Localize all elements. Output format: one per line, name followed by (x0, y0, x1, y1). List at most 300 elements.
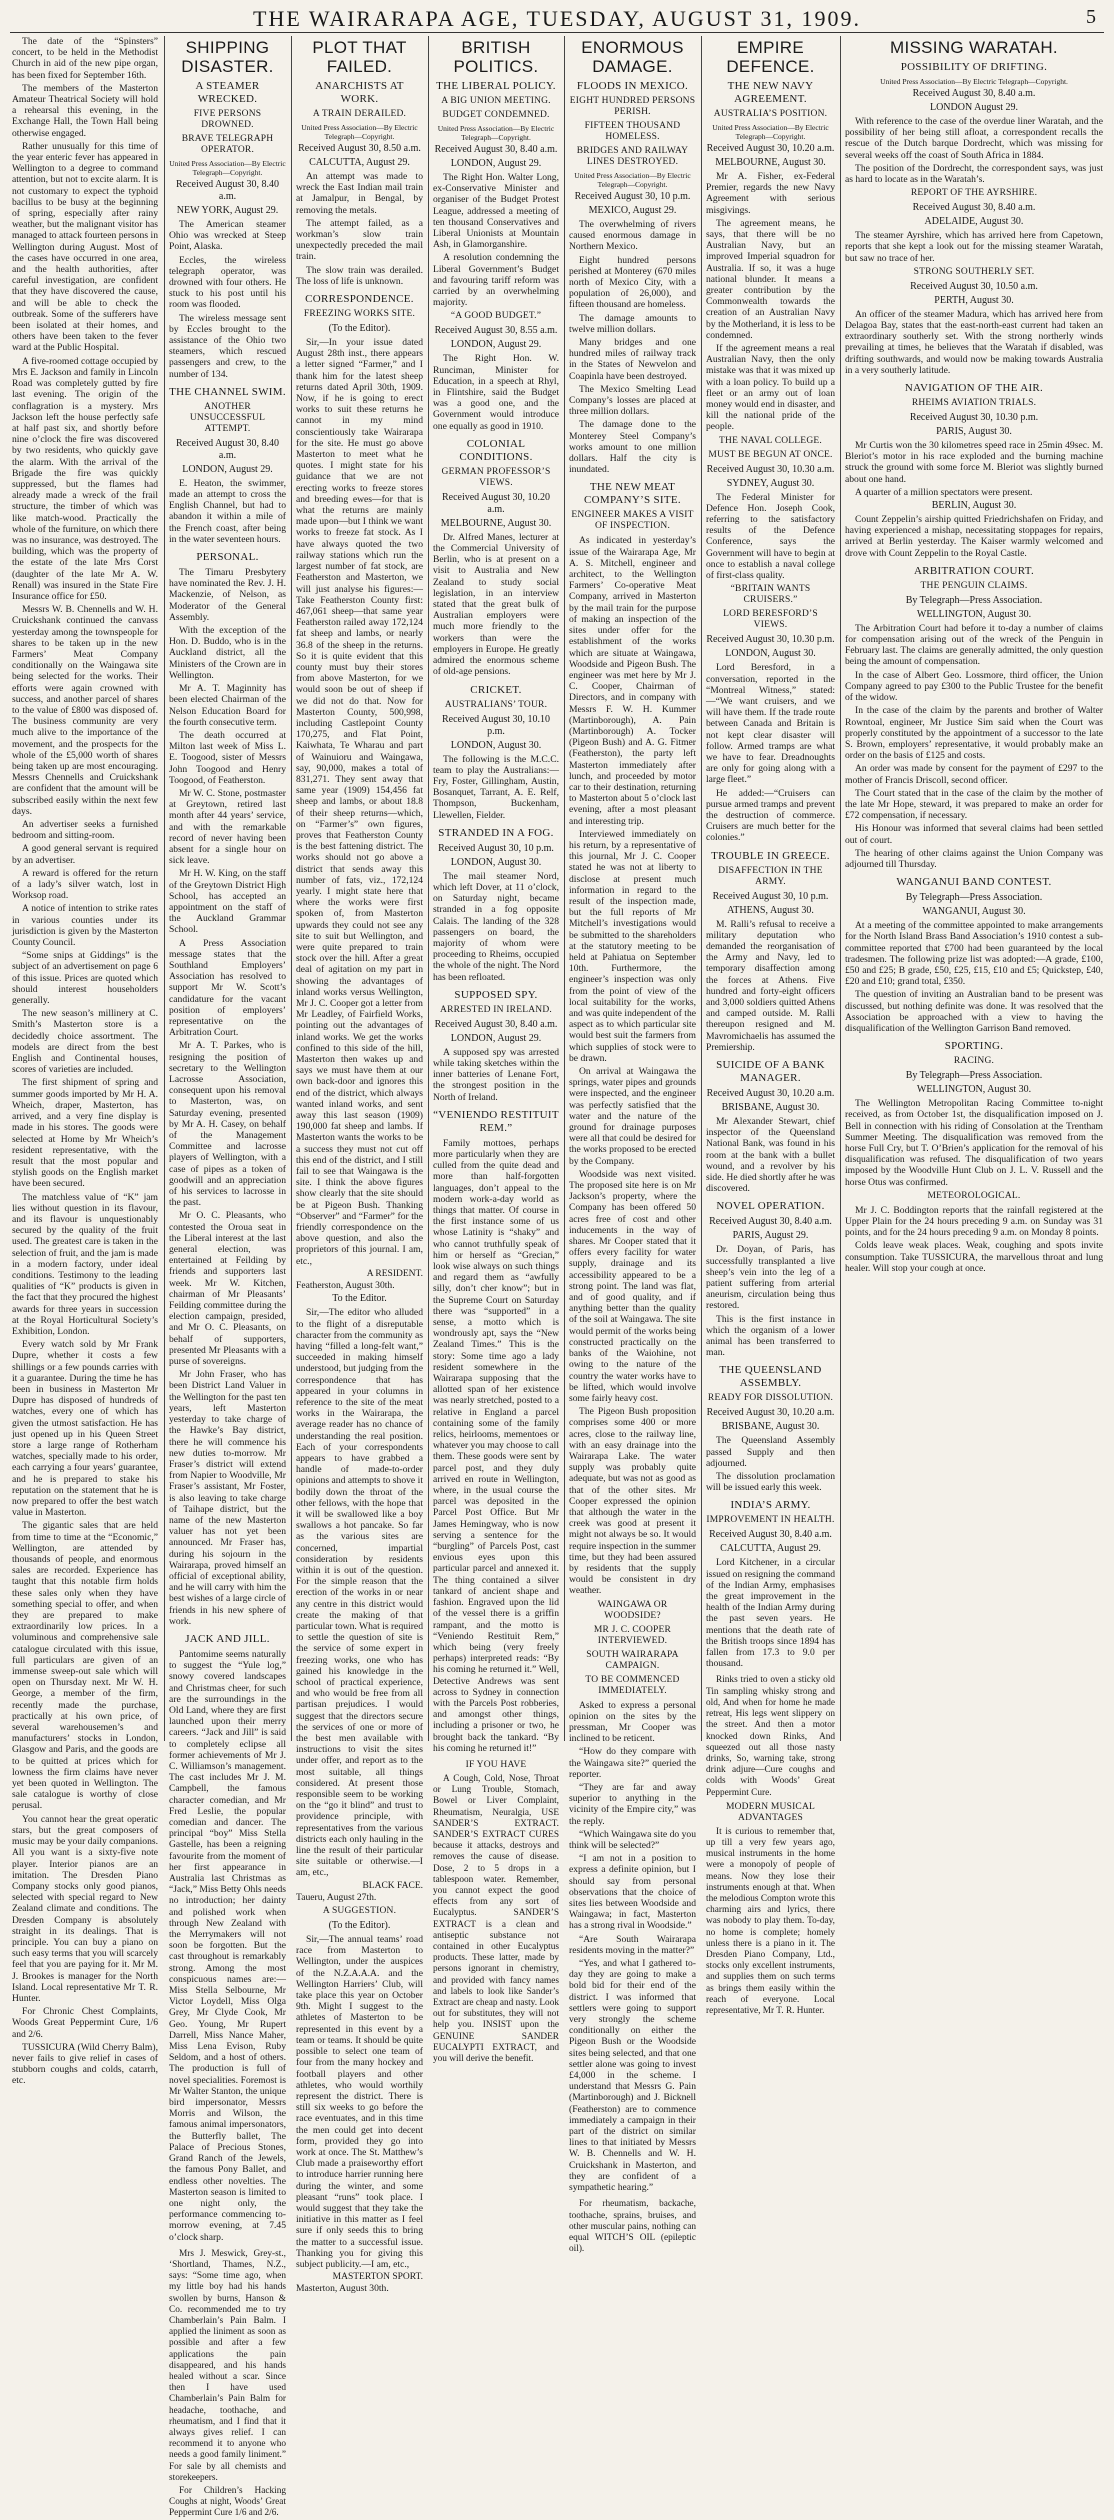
dateline: By Telegraph—Press Association. (905, 594, 1043, 606)
wire-credit: United Press Association—By Electric Telegraph—Copyright. (301, 123, 418, 141)
paragraph: Sir,—The editor who alluded to the flight of a disreputable character from the community as having “filled a long-felt want,” succeeded in making himself understood, but judging from the correspondence that has appeared in your columns in reference to the site of the meat works in the Wairarapa, the average reader has no chance of understanding the real position. Each of your correspondents appears to have grabbed a handle of made-to-order opinions and attempts to shove it bodily down the throat of the other fellows, with the hope that it will be swallowed like a boy swallows a hot pancake. So far as the various sites are concerned, impartial consideration by residents within it is out of the question. For the simple reason that the erection of the works in or near any centre in this district would create the making of that particular town. What is required to settle the question of site is the service of some expert in freezing works, one who has gained his knowledge in the school of practical experience, and who would be free from all partisan prejudices. I would suggest that the directors secure the services of one or more of the best men available with instructions to visit the sites under offer, and report as to the most suitable, all things considered. At present those responsible seem to be working on the “go it blind” and trust to providence principle, with representatives from the various districts each only hauling in the line the result of their particular site suitable or otherwise.—I am, etc., (296, 1307, 423, 1879)
advertisement: Rinks tried to oven a sticky old Tin sampling whisky strong and old, And when for home he made retreat, His legs went slippery on the street. And then a motor knocked down Rinks, And squeezed out all those nasty drinks, So, warning take, strong drink adjure—Cure coughs and colds with Woods’ Great Peppermint Cure. (706, 1675, 835, 1798)
subheadline: BRIDGES AND RAILWAY LINES DESTROYED. (576, 146, 689, 167)
article-body (706, 919, 835, 1053)
headline: CORRESPONDENCE. (305, 293, 414, 306)
subheadline: WAINGAWA OR WOODSIDE? (597, 1599, 668, 1621)
dateline: PARIS, August 29. (732, 1230, 809, 1242)
subheadline: RHEIMS AVIATION TRIALS. (911, 398, 1037, 409)
paragraph: A reward is offered for the return of a lady’s silver watch, lost in Worksop road. (12, 867, 158, 902)
article-shipping-disaster (169, 38, 286, 380)
paragraph: In the case of the claim by the parents and brother of Walter Rowntoal, engineer, Mr Justice Sim said when the Court was properly constituted by the appointment of a successor to the late S. Brown, employers’ representative, it would probably make an order on the basis of £125 and costs. (845, 705, 1103, 762)
subheadline: GERMAN PROFESSOR’S VIEWS. (441, 466, 551, 488)
headline: MISSING WARATAH. (890, 38, 1058, 57)
headline: SPORTING. (944, 1040, 1004, 1053)
subheadline: REPORT OF THE AYRSHIRE. (910, 188, 1038, 199)
paragraph: The dissolution proclamation will be issued early this week. (706, 1471, 835, 1494)
paragraph: The overwhelming of rivers caused enormous damage in Northern Mexico. (569, 219, 696, 253)
column-divider (291, 36, 292, 1741)
article-body (569, 535, 696, 1596)
dateline: WANGANUI, August 30. (922, 906, 1026, 918)
paragraph: “Are South Wairarapa residents moving in the matter?” (569, 1933, 696, 1956)
subheadline: EIGHT HUNDRED PERSONS PERISH. (569, 96, 696, 117)
wire-credit: United Press Association—By Electric Telegraph—Copyright. (169, 159, 286, 177)
paragraph: For Chronic Chest Complaints, Woods Great Peppermint Cure, 1/6 and 2/6. (12, 2006, 158, 2040)
wire-credit: United Press Association—By Electric Telegraph—Copyright. (880, 77, 1068, 86)
dateline: Received August 30, 10.20 a.m. (706, 143, 835, 154)
subheadline: A BIG UNION MEETING. (441, 96, 551, 106)
headline: THE NEW MEAT COMPANY’S SITE. (583, 481, 681, 507)
article-body (845, 920, 1103, 1034)
subheadline: BRAVE TELEGRAPH OPERATOR. (181, 134, 274, 155)
wire-credit: United Press Association—By Electric Telegraph—Copyright. (712, 123, 829, 141)
article-body (706, 1435, 835, 1493)
paragraph: Mr J. C. Boddington reports that the rainfall registered at the Upper Plain for the 24 hours preceding 9 a.m. on Sunday was 31 points, and for the 24 hours preceding 9 a.m. on Monday 8 points. (845, 1204, 1103, 1239)
article-plot-that-failed (296, 38, 423, 287)
advertisement-heading: IF YOU HAVE (465, 1759, 527, 1770)
dateline: MEXICO, August 29. (588, 205, 677, 216)
dateline: Received August 30, 10.30 p.m. (909, 412, 1039, 424)
paragraph: Eccles, the wireless telegraph operator, was drowned with four others. He stuck to his post until his room was flooded. (169, 254, 286, 311)
dateline: Received August 30, 10.20 a.m. (706, 1407, 835, 1419)
article-body (845, 116, 1103, 185)
article-body (433, 1047, 559, 1103)
paragraph: A notice of intention to strike rates in various counties under its jurisdiction is given by the Masterton County Council. (12, 903, 158, 949)
subheadline: TO BE COMMENCED IMMEDIATELY. (585, 1674, 680, 1696)
subheadline: METEOROLOGICAL. (927, 1190, 1021, 1201)
masthead (0, 0, 1114, 34)
subheadline: THE NEW NAVY AGREEMENT. (727, 80, 814, 105)
headline: ENORMOUS DAMAGE. (581, 38, 684, 76)
paragraph: TUSSICURA (Wild Cherry Balm), never fails to give relief in cases of stubborn coughs and colds, catarrh, etc. (12, 2041, 158, 2087)
paragraph: The Wellington Metropolitan Racing Committee to-night received, as from October 1st, the disqualification imposed on J. Bell in connection with his riding of Consolation at the Trentham Summer Meeting. The disqualification was removed from the horse Full Cry, but T. O’Brien’s application for the removal of his disqualification was refused. The disqualification of two years imposed by the Woodville Hunt Club on J. L. V. Russell and the horse Otus was confirmed. (845, 1098, 1103, 1188)
article-body (706, 1116, 835, 1194)
column-7 (845, 36, 1103, 1741)
article-body (706, 1244, 835, 1358)
paragraph: An order was made by consent for the payment of £297 to the mother of Francis Driscoll, second officer. (845, 763, 1103, 786)
dateline: ATHENS, August 30. (727, 904, 814, 916)
paragraph: You cannot hear the great operatic stars, but the great composers of music may be your daily companions. All you want is a sixty-five note player. Interior pianos are an imitation. The Dresden Piano Company stocks only good pianos, selected with special regard to New Zealand climate and conditions. The Dresden Company is absolutely straight in its dealings. That is principle. You can buy a piano on such easy terms that you will scarcely feel that you are paying for it. Mr M. J. Brookes is manager for the North Island. Local representative Mr T. R. Hunter. (12, 1813, 159, 2004)
article-body (706, 492, 835, 582)
headline: WANGANUI BAND CONTEST. (896, 876, 1052, 889)
headline: NAVIGATION OF THE AIR. (904, 382, 1044, 395)
dateline: BERLIN, August 30. (931, 500, 1017, 512)
advertisement: Mrs J. Meswick, Grey-st., ‘Shortland, Thames, N.Z., says: “Some time ago, when my little boy had his hands swollen by burns, Hanson & Co. recommended me to try Chamberlain’s Pain Balm. I applied the liniment as soon as possible and after a few applications the pain disappeared, and his hands healed without a scar. Since then I have used Chamberlain’s Pain Balm for headache, toothache, and rheumatism, and I find that it always gives relief. I can recommend it to anyone who needs a good family liniment.” For sale by all chemists and storekeepers. (169, 2248, 286, 2483)
subheadline: STRONG SOUTHERLY SET. (913, 266, 1035, 277)
article-meat-company-site (569, 481, 696, 2193)
paragraph: The gigantic sales that are held from time to time at the “Economic,” Wellington, are attended by thousands of people, and enormous sales are recorded. Experience has taught that this notable firm holds these sales only when they have something special to offer, and when they are prepared to make extraordinarily low prices. In a voluminous and comprehensive sale catalogue circulated with this issue, full particulars are given of an immense sweep-out sale which will open on Thursday next. Mr W. H. George, a member of the firm, recently made the purchase, practically at his own price, of several warehousemen’s and manufacturers’ stocks in London, Glasgow and Paris, and the goods are to be quitted at prices which for lowness the firm claims have never yet been quoted in Wellington. The sale catalogue is worthy of close perusal. (12, 1520, 158, 1812)
letter-salutation: (To the Editor). (328, 1920, 391, 1932)
article-body (845, 1205, 1103, 1274)
headline: SHIPPING DISASTER. (181, 38, 274, 76)
column-divider (701, 36, 702, 1741)
paragraph: Lord Kitchener, in a circular issued on resigning the command of the Indian Army, emphasises the great improvement in the health of the Indian Army during the past seven years. He mentions that the death rate of the British troops since 1894 has fallen from 17.3 to 9.0 per thousand. (706, 1557, 835, 1670)
paragraph: Mr A. T. Maginnity has been elected Chairman of the Nelson Education Board for the fourth consecutive term. (169, 683, 286, 728)
article-body (845, 623, 1103, 870)
newspaper-title: THE WAIRARAPA AGE, TUESDAY, AUGUST 31, 1909. (253, 6, 861, 31)
headline: “VENIENDO RESTITUIT REM.” (433, 1108, 559, 1134)
paragraph: “I am not in a position to express a definite opinion, but I should say from personal observations that the choice of sites lies between Woodside and Waingawa; in fact, Masterton has a strong rival in Woodside.” (569, 1853, 696, 1932)
dateline: NEW YORK, August 29. (176, 205, 279, 216)
article-enormous-damage (569, 38, 696, 475)
subheadline: THE LIBERAL POLICY. (436, 80, 556, 92)
subheadline: ENGINEER MAKES A VISIT OF INSPECTION. (571, 510, 694, 532)
paragraph: The Federal Minister for Defence Hon. Joseph Cook, referring to the satisfactory results of the Defence Conference, says the Government will have to begin at once to establish a naval college of first-class quality. (706, 491, 835, 582)
page-number: 5 (1086, 6, 1096, 28)
article-novel-operation (706, 1200, 835, 1358)
letter-signature: A RESIDENT. (366, 1268, 423, 1279)
subheadline: A STEAMER WRECKED. (195, 80, 260, 105)
column-ads (12, 2006, 158, 2086)
headline: SUPPOSED SPY. (454, 988, 538, 1001)
dateline: Received August 30, 8.40 a.m. (175, 179, 280, 202)
article-arbitration-court (845, 565, 1103, 870)
article-indias-army (706, 1499, 835, 1669)
article-stranded-in-fog (433, 827, 559, 983)
dateline: LONDON August 29. (929, 102, 1019, 113)
column-2 (169, 36, 286, 2519)
paragraph: Dr. Doyan, of Paris, has successfully transplanted a live sheep’s vein into the leg of a patient suffering from arterial aneurism, circulation being thus restored. (706, 1244, 835, 1312)
paragraph: The steamer Ayrshire, which has arrived here from Capetown, reports that she kept a look out for the missing steamer Waratah, but saw no trace of her. (845, 230, 1103, 264)
paragraph: As indicated in yesterday’s issue of the Wairarapa Age, Mr A. S. Mitchell, engineer and architect, to the Wellington Farmers’ Co-operative Meat Company, arrived in Masterton by the mail train for the purpose of making an inspection of the sites under offer for the establishment of the works which are situate at Waingawa, Woodside and Pigeon Bush. The engineer was met here by Mr J. C. Cooper, Chairman of Directors, and in company with Messrs F. W. H. Kummer (Martinborough), A. Pain (Martinborough) A. Tocker (Pigeon Bush) and A. G. Fitmer (Featherston), the party left Masterton immediately after lunch, and proceeded by motor car to their destination, returning to Masterton about 5 o’clock last evening, after a most pleasant and interesting trip. (569, 535, 696, 827)
paragraph: The Mexico Smelting Lead Company’s losses are placed at three million dollars. (569, 383, 696, 418)
letter-place: Masterton, August 30th. (296, 2283, 389, 2295)
paragraph: Woodside was next visited. The proposed site here is on Mr Jackson’s property, where the Company has been offered 50 acres free of cost and other inducements in the way of shares. Mr Cooper stated that it offers every facility for water supply, drainage and its accessibility appeared to be a strong point. The land was flat, and of good quality, and if anything better than the quality of the soil at Waingawa. The site would permit of the works being constructed practically on the banks of the Waiohine, not owing to the nature of the country the water works have to be lifted, which would involve some fairly heavy cost. (569, 1168, 696, 1404)
dateline: WELLINGTON, August 30. (916, 1084, 1032, 1096)
subheadline: FREEZING WORKS SITE. (303, 309, 416, 320)
article-body (433, 532, 559, 678)
article-cricket (433, 684, 559, 821)
subheadline: POSSIBILITY OF DRIFTING. (900, 61, 1048, 73)
advertisement-heading: MODERN MUSICAL ADVANTAGES (725, 1801, 816, 1823)
subheadline: BUDGET CONDEMNED. (442, 110, 550, 120)
dateline: PARIS, August 30. (936, 426, 1012, 438)
dateline: WELLINGTON, August 30. (916, 608, 1032, 620)
letter-salutation: (To the Editor). (328, 323, 391, 335)
headline: BRITISH POLITICS. (453, 38, 539, 76)
paragraph: Mr H. W. King, on the staff of the Greytown District High School, has accepted an appointment on the staff of the Auckland Grammar School. (169, 868, 286, 936)
paragraph: A resolution condemning the Liberal Government’s Budget and favouring tariff reform was carried by an overwhelming majority. (433, 252, 559, 309)
column-divider (428, 36, 429, 1741)
subheadline: “BRITAIN WANTS CRUISERS.” (730, 584, 811, 606)
dateline: Received August 30, 8.40 a.m. (709, 1216, 832, 1228)
paragraph: Messrs W. B. Chennells and W. H. Cruickshank continued the canvass yesterday among the townspeople for shares to be taken up in the new Farmers’ Meat Company conditionally on the Waingawa site being selected for the works. Their efforts were again crowned with success, and another parcel of shares to the value of £800 was disposed of. The business community are very much alive to the importance of the movement, and the prospects for the whole of the £5,000 worth of shares being taken up are most encouraging. Messrs Chennells and Cruickshank are confident that the amount will be subscribed easily within the next few days. (12, 604, 158, 817)
dateline: By Telegraph—Press Association. (905, 892, 1043, 904)
headline: THE QUEENSLAND ASSEMBLY. (719, 1364, 822, 1390)
paragraph: On arrival at Waingawa the springs, water pipes and grounds were inspected, and the engineer was perfectly satisfied that the water and the nature of the ground for drainage purposes were all that could be desired for the works proposed to be erected by the Company. (569, 1066, 696, 1167)
article-body (845, 1098, 1103, 1188)
column-4 (433, 36, 560, 2065)
article-body (706, 662, 835, 843)
paragraph: If the agreement means a real Australian Navy, then the only mistake was that it was mixed up with a loan policy. To build up a fleet or an army out of loan money would end in disaster, and kill the national pride of the people. (706, 343, 835, 433)
dateline: LONDON, August 29. (182, 463, 273, 475)
dateline: Received August 30, 10.10 p.m. (441, 713, 551, 737)
advertisement: For Children’s Hacking Coughs at night, Woods’ Great Peppermint Cure 1/6 and 2/6. (169, 2485, 286, 2519)
subheadline: A TRAIN DERAILED. (312, 109, 407, 119)
dateline: Received August 30, 10 p.m. (712, 890, 829, 902)
column-divider (840, 36, 841, 1741)
headline: JACK AND JILL. (185, 1632, 270, 1645)
dateline: BRISBANE, August 30. (721, 1101, 820, 1113)
paragraph: Colds leave weak places. Weak, coughing and spots invite consumption. Take TUSSICURA, the marvellous throat and lung healer. Will stop your cough at once. (845, 1240, 1103, 1274)
wire-credit: United Press Association—By Electric Telegraph—Copyright. (437, 124, 555, 142)
paragraph: “Some snips at Giddings” is the subject of an advertisement on page 6 of this issue. Prices are quoted which should interest householders generally. (12, 950, 158, 1007)
article-trouble-in-greece (706, 850, 835, 1053)
subheadline: MR J. C. COOPER INTERVIEWED. (593, 1624, 672, 1646)
article-body (169, 567, 286, 1627)
dateline: Received August 30, 8.50 a.m. (298, 143, 421, 154)
article-body (433, 754, 559, 821)
article-queensland-assembly (706, 1364, 835, 1493)
dateline: Received August 30, 10.20 a.m. (706, 1087, 835, 1099)
paragraph: Mr W. C. Stone, postmaster at Greytown, retired last month after 44 years’ service, and with the remarkable record of never having been absent for a single hour on sick leave. (169, 787, 286, 867)
dateline: Received August 30, 10 p.m. (574, 191, 691, 202)
dateline: Received August 30, 10.30 a.m. (706, 463, 835, 475)
subheadline: FLOODS IN MEXICO. (576, 80, 689, 92)
dateline: Received August 30, 8.55 a.m. (434, 325, 558, 337)
dateline: LONDON, August 29. (450, 158, 542, 169)
dateline: LONDON, August 29. (450, 339, 542, 351)
paragraph: Lord Beresford, in a conversation, reported in the “Montreal Witness,” stated:—“We want cruisers, and we will have them. If the trade route between Canada and Britain is not kept clear disaster will follow. Armed tramps are what we have to fear. Dreadnoughts are only for going along with a large fleet.” (706, 662, 835, 786)
paragraph: The damage amounts to twelve million dollars. (569, 312, 696, 335)
paragraph: The attempt failed, as a workman’s slow train unexpectedly preceded the mail train. (296, 217, 423, 263)
article-body (169, 478, 286, 545)
subheadline: FIVE PERSONS DROWNED. (193, 109, 262, 130)
dateline: PERTH, August 30. (934, 294, 1014, 306)
headline: STRANDED IN A FOG. (438, 826, 554, 839)
subheadline: FIFTEEN THOUSAND HOMELESS. (584, 121, 681, 142)
paragraph: The date of the “Spinsters” concert, to be held in the Methodist Church in aid of the new pipe organ, has been fixed for September 16th. (12, 36, 158, 81)
paragraph: An attempt was made to wreck the East Indian mail train at Jamalpur, in Bengal, by removing the metals. (296, 171, 423, 216)
subheadline: ARRESTED IN IRELAND. (440, 1004, 552, 1015)
paragraph: E. Heaton, the swimmer, made an attempt to cross the English Channel, but had to abandon it within a mile of the French coast, after being in the water seventeen hours. (169, 477, 286, 545)
paragraph: Family mottoes, perhaps more particularly when they are culled from the quite dead and more than half-forgotten languages, don’t appeal to the modern work-a-day world as things that matter. Of course in the first instance some of us whose Latinity is “shaky” and who cannot truthfully speak of him or herself as “Grecian,” look wise always on such things and regard them as “awfully silly, don’t cher know”; but in the Supreme Court on Saturday there was “supported” in a sense, a motto which is wondrously apt, says the “New Zealand Times.” This is the story: Some time ago a lady resident somewhere in the Wairarapa supposing that the allotted span of her existence was nearly stretched, posted to a relative in England a parcel containing some of the family relics, heirlooms, mementoes or whatever you may choose to call them. These goods were sent by parcel post, and they duly arrived en route in Wellington, where, in the usual course the parcel was deposited in the Parcel Post Office. But Mr James Hemingway, who is now serving a sentence for the “burgling” of Parcels Post, cast envious eyes upon this particular parcel and annexed it. The thing contained a silver tankard of ancient shape and fashion. Engraved upon the lid of the vessel there is a griffin rampant, and the motto is “Veniendo Restituit Rem,” which being (very freely perhaps) interpreted reads: “By his coming he returned it.” Well, Detective Andrews was sent across to Sydney in connection with the Parcels Post robberies, and amongst other things, including a prisoner or two, he brought back the tankard. “By his coming he returned it!” (433, 1137, 560, 1754)
article-veniendo (433, 1109, 559, 1754)
column-divider (564, 36, 565, 1741)
dateline: Received August 30, 8.40 a.m. (175, 437, 280, 461)
article-body (845, 230, 1103, 264)
column-6 (706, 36, 835, 2016)
dateline: Received August 30, 10.30 p.m. (706, 634, 835, 646)
paragraph: The position of the Dordrecht, the correspondent says, was just as hard to locate as in the Waratah’s. (845, 162, 1103, 186)
article-missing-waratah (845, 38, 1103, 376)
advertisement: For rheumatism, backache, toothache, sprains, bruises, and other muscular pains, nothing can equal WITCH’S OIL (epileptic oil). (569, 2199, 696, 2255)
column-divider (164, 36, 165, 1741)
article-body (706, 171, 835, 433)
subheadline: A SUGGESTION. (322, 1906, 397, 1917)
letter-signature: BLACK FACE. (362, 1880, 423, 1891)
paragraph: “Yes, and what I gathered to-day they are going to make a bold bid for their end of the district. I was informed that settlers were going to support very strongly the scheme conditionally on either the Pigeon Bush or the Woodside sites being selected, and that one settler alone was going to invest £4,000 in the scheme. I understand that Messrs G. Pain (Martinborough) and J. Bicknell (Featherston) are to commence immediately a campaign in their part of the district on similar lines to that initiated by Messrs W. B. Chennells and W. H. Cruickshank in Masterton, and they are confident of a sympathetic hearing.” (569, 1958, 696, 2194)
column-5 (569, 36, 696, 2255)
subheadline: RACING. (953, 1056, 995, 1067)
article-body (569, 1700, 696, 2194)
article-jack-and-jill (169, 1633, 286, 2243)
article-colonial-conditions (433, 438, 559, 678)
paragraph: The Right Hon. W. Runciman, Minister for Education, in a speech at Rhyl, in Flintshire, said the Budget was a good one, and the Government would introduce one equally as good in 1910. (433, 353, 559, 432)
column-3 (296, 36, 423, 2295)
paragraph: The American steamer Ohio was wrecked at Steep Point, Alaska. (169, 219, 286, 253)
paragraph: The new season’s millinery at C. Smith’s Masterton store is a decidedly choice assortment. The models are direct from the best English and Continental houses, scores of varieties are included. (12, 1008, 158, 1076)
paragraph: Pantomime seems naturally to suggest the “Yule log,” snowy covered landscapes and Christmas cheer, for such are the surroundings in the Old Land, where they are first launched upon their merry careers. “Jack and Jill” is said to completely eclipse all former achievements of Mr J. C. Williamson’s management. The cast includes Mr J. M. Campbell, the famous character comedian, and Mr Fred Leslie, the popular comedian and dancer. The principal “boy” Miss Stella Gastelle, has been a reigning favourite from the moment of her first appearance in Australia last Christmas as “Jack,” Miss Betty Ohls needs no introduction; her dainty and polished work when through New Zealand with the Merrymakers will not soon be forgotten. But the cast throughout is remarkably strong. Among the most conspicuous names are:—Miss Stella Selbourne, Mr Victor Loydell, Miss Olga Grey, Mr Clyde Cook, Mr Geo. Young, Mr Rupert Darrell, Miss Nance Maher, Miss Lena Evison, Ruby Seldom, and a host of others. The production is full of novel specialities. Foremost is Mr Walter Stanton, the unique bird impersonator, Messrs Morris and Wilson, the famous animal impersonators, the Butterfly ballet, The Palace of Precious Stones, Grand Ranch of the Jewels, the famous Pony Ballet, and endless other novelties. The Masterton season is limited to one night only, the performance commencing to-morrow evening, at 7.45 o’clock sharp. (169, 1648, 286, 2243)
paragraph: In the case of Albert Geo. Lossmore, third officer, the Union Company agreed to pay £300 to the Public Trustee for the benefit of the widow. (845, 669, 1103, 704)
paragraph: The Arbitration Court had before it to-day a number of claims for compensation arising out of the wreck of the Penguin in February last. The claims are generally admitted, the only question being the amount of compensation. (845, 622, 1103, 668)
paragraph: The members of the Masterton Amateur Theatrical Society will hold a rehearsal this evening, in the Exchange Hall, the Town Hall being otherwise engaged. (12, 82, 158, 139)
article-personal (169, 551, 286, 1627)
paragraph: The death occurred at Milton last week of Miss L. E. Toogood, sister of Messrs John Toogood and Henry Toogood, of Featherston. (169, 729, 286, 786)
article-bank-manager (706, 1059, 835, 1194)
article-correspondence (296, 293, 423, 2295)
article-body (169, 219, 286, 380)
paragraph: A quarter of a million spectators were present. (855, 486, 1033, 498)
dateline: SYDNEY, August 30. (726, 477, 815, 489)
paragraph: Sir,—In your issue dated August 28th inst., there appears a letter signed “Farmer,” and I thank him for the latest sheep returns dated April 30th, 1909. Now, if he is going to erect works to suit these returns he cannot in my mind conscientiously take Wairarapa for the site. He must go above Masterton to meet what he quotes. I might state for his guidance that we are not erecting works to freeze stores and breeding ewes—for that is what the returns are mainly made upon—but I think we want works to freeze fat stock. As I have always quoted the two railway stations which run the largest number of fat stock, are Featherston and Masterton, we will just analyse his figures:—Take Featherston County first: 467,061 sheep—that same year Featherston railed away 172,124 fat sheep and lambs, or nearly 36.8 of the sheep in the returns. So it is quite evident that this county must buy their stores from above Masterton, for we would soon be out of sheep if we did not do that. Now for Masterton County, 500,998, including Castlepoint County 170,275, and Flat Point, Kaiwhata, Te Wharau and part of Wainuioru and Waingawa, say, 90,000, makes a total of 831,271. They sent away that same year (1909) 154,456 fat sheep and lambs, or about 18.8 of their sheep returns—which, on “Farmer’s” own figures, proves that Featherston County is the best fattening district. The works should not go above a district that sends away this number of fats, viz., 172,124 yearly. I might state here that where the works were first spoken of, from Masterton upwards they could not see any site to suit but Wellington, and were quite prepared to train stock over the hill. After a great deal of agitation on my part in showing the advantages of inland works versus Wellington, Mr J. C. Cooper got a letter from Mr Leadley, of Fairfield Works, pointing out the advantages of inland works. We get the works confined to this side of the hill, Masterton then wakes up and says we must have them at our own back-door and ignores this end of the district, which always wanted inland works, and sent away this last season (1909) 190,000 fat sheep and lambs. If Masterton wants the works to be a success they must not cut off this end of the district, and I still fail to see that Waingawa is the site. I think the above figures show clearly that the site should be at Pigeon Bush. Thanking “Observer” and “Farmer” for the friendly correspondence on the above question, and also the proprietors of this journal. I am, etc., (296, 337, 423, 1267)
letter-place: Taueru, August 27th. (296, 1891, 377, 1903)
article-navigation-of-air (845, 382, 1103, 559)
paragraph: Mr A. Fisher, ex-Federal Premier, regards the new Navy Agreement with serious misgivings. (706, 171, 835, 216)
article-body (845, 514, 1103, 559)
subheadline: AUSTRALIA’S POSITION. (713, 109, 828, 119)
headline: EMPIRE DEFENCE. (726, 38, 815, 76)
paragraph: He added:—“Cruisers can pursue armed tramps and prevent the destruction of commerce. Cruisers are much better for the colonies.” (706, 787, 835, 844)
dateline: Received August 30, 8.40 a.m. (912, 88, 1036, 99)
article-body (706, 1557, 835, 1669)
wire-credit: United Press Association—By Electric Telegraph—Copyright. (574, 171, 691, 189)
dateline: Received August 30, 8.40 a.m. (709, 1529, 832, 1541)
column-local-news (12, 36, 159, 2087)
article-empire-defence (706, 38, 835, 844)
headline: THE CHANNEL SWIM. (169, 385, 286, 398)
paragraph: Count Zeppelin’s airship quitted Friedrichshafen on Friday, and having experienced a mishap, necessitating stoppages for repairs, arrived at Berlin yesterday. The Kaiser warmly welcomed and drove with Count Zeppelin to the Royal Castle. (845, 514, 1103, 559)
headline: COLONIAL CONDITIONS. (459, 437, 533, 463)
dateline: Received August 30, 10.20 a.m. (441, 491, 551, 515)
subheadline: LORD BERESFORD’S VIEWS. (723, 609, 818, 631)
article-wanganui-band (845, 876, 1103, 1034)
paragraph: Asked to express a personal opinion on the sites by the pressman, Mr Cooper was inclined to be reticent. (569, 1699, 696, 1745)
article-british-politics (433, 38, 559, 432)
paragraph: The following is the M.C.C. team to play the Australians:—Fry, Foster, Gillingham, Austin, Bosanquet, Tarrant, A. E. Relf, Thompson, Buckenham, Llewellen, Fielder. (433, 753, 559, 821)
article-body (296, 171, 423, 287)
paragraph: The hearing of other claims against the Union Company was adjourned till Thursday. (845, 847, 1103, 870)
paragraph: The agreement means, he says, that there will be no Australian Navy, but an improved Imperial squadron for Australia. If so, it was a huge national blunder. It means a greater contribution by the Commonwealth towards the creation of an Australian Navy by the Motherland, it is less to be condemned. (706, 217, 835, 341)
article-channel-swim (169, 386, 286, 545)
paragraph: Mr Curtis won the 30 kilometres speed race in 25min 49sec. M. Bleriot’s motor in his race exploded and the burning machine struck the ground with some force M. Bleriot was slightly burned about one hand. (845, 440, 1103, 485)
article-body (433, 172, 559, 308)
letter-signature: MASTERTON SPORT. (332, 2272, 423, 2283)
dateline: Received August 30, 8.40 a.m. (434, 1018, 558, 1030)
headline: PLOT THAT FAILED. (312, 38, 407, 76)
paragraph: Mr Alexander Stewart, chief inspector of the Queensland National Bank, was found in his room at the bank with a bullet wound, and a revolver by his side. He died shortly after he was discovered. (706, 1115, 835, 1195)
dateline: MELBOURNE, August 30. (440, 517, 552, 529)
letter-salutation: To the Editor. (332, 1293, 387, 1305)
paragraph: Eight hundred persons perished at Monterey (670 miles north of Mexico City, with a population of 26,000), and fifteen thousand are homeless. (569, 254, 696, 311)
headline: SUICIDE OF A BANK MANAGER. (716, 1058, 825, 1084)
paragraph: Mr O. C. Pleasants, who contested the Oroua seat in the Liberal interest at the last general election, was entertained at Feilding by friends and supporters last week. Mr W. Kitchen, chairman of Mr Pleasants’ Feilding committee during the election campaign, presided, and Mr O. C. Pleasants, on behalf of supporters, presented Mr Pleasants with a purse of sovereigns. (169, 1210, 286, 1368)
subheadline: IMPROVEMENT IN HEALTH. (706, 1515, 835, 1526)
headline: CRICKET. (470, 683, 522, 696)
dateline: CALCUTTA, August 29. (720, 1543, 821, 1555)
paragraph: The wireless message sent by Eccles brought to the assistance of the Ohio two steamers, which rescued passengers and crew, to the number of 134. (169, 312, 286, 380)
subheadline: SOUTH WAIRARAPA CAMPAIGN. (586, 1649, 679, 1671)
subheadline: AUSTRALIANS’ TOUR. (444, 699, 548, 710)
dateline: LONDON, August 30. (725, 648, 816, 660)
advertisement: A Cough, Cold, Nose, Throat or Lung Trouble, Stomach, Bowel or Liver Complaint, Rheumatism, Neuralgia, USE SANDER’S EXTRACT. SANDER’S EXTRACT CURES because it attacks, destroys and removes the cause of disease. Dose, 2 to 5 drops in a tablespoon water. Remember, you cannot expect the good effects from any sort of Eucalyptus. SANDER’S EXTRACT is a clean and antiseptic substance not contained in other Eucalyptus products. These latter, made by persons ignorant in chemistry, and provided with fancy names and labels to look like Sander’s Extract are cheap and nasty. Look out for substitutes, they will not help you. INSIST upon the GENUINE SANDER EUCALYPTI EXTRACT, and you will derive the benefit. (433, 1773, 559, 2065)
paragraph: The Right Hon. Walter Long, ex-Conservative Minister and organiser of the Budget Protest League, addressed a meeting of ten thousand Conservatives and Liberal Unionists at Mountain Ash, in Glamorganshire. (433, 172, 559, 251)
paragraph: The Timaru Presbytery have nominated the Rev. J. H. Mackenzie, of Nelson, as Moderator of the General Assembly. (169, 567, 286, 623)
paragraph: A five-roomed cottage occupied by Mrs E. Jackson and family in Lincoln Road was completely gutted by fire last evening. The origin of the conflagration is a mystery. Mrs Jackson left the house perfectly safe at half past six, and shortly before nine o’clock the fire was discovered by two residents, who quickly gave the alarm. With the arrival of the Brigade the fire was quickly suppressed, but the flames had already made a wreck of the frail structure, the timber of which was like match-wood. Practically the whole of the furniture, on which there was no insurance, was destroyed. The building, which was the property of the estate of the late Mrs Corst (daughter of the late Mr A. W. Renall) was insured in the State Fire Insurance office for £50. (12, 355, 158, 602)
paragraph: The matchless value of “K” jam lies without question in its flavour, and its flavour is unquestionably secured by the quality of the fruit used. The greatest care is taken in the selection of fruit, and the jam is made in a modern factory, under ideal conditions. Testimony to the leading qualities of “K” products is given in the fact that they procured the highest awards for three years in succession at the Royal Horticultural Society’s Exhibition, London. (12, 1191, 158, 1337)
paragraph: M. Ralli’s refusal to receive a military deputation who demanded the reorganisation of the Army and Navy, led to temporary disaffection among the forces at Athens. Five hundred and forty-eight officers and 3,000 soldiers quitted Athens and camped outside. M. Ralli thereupon resigned and M. Mavromichaelis has assumed the Premiership. (706, 918, 835, 1053)
paragraph: “How do they compare with the Waingawa site?” queried the reporter. (569, 1746, 696, 1780)
dateline: By Telegraph—Press Association. (905, 1070, 1043, 1082)
letter-body (296, 337, 423, 1267)
paragraph: “Which Waingawa site do you think will be selected?” (569, 1828, 696, 1851)
subheadline: THE PENGUIN CLAIMS. (920, 580, 1028, 591)
paragraph: The mail steamer Nord, which left Dover, at 11 o’clock, on Saturday night, became stranded in a fog opposite Calais. The landing of the 328 passengers on board, the majority of whom were proceeding to Rheims, occupied the whole of the night. The Nord has been refloated. (433, 870, 559, 983)
masthead-rule (10, 32, 1104, 33)
dateline: BRISBANE, August 30. (721, 1421, 820, 1433)
article-body (169, 1649, 286, 2243)
article-body (845, 440, 1103, 498)
dateline: LONDON, August 30. (450, 856, 542, 868)
headline: NOVEL OPERATION. (716, 1200, 825, 1213)
article-body (433, 1138, 559, 1754)
paragraph: Many bridges and one hundred miles of railway track in the States of Newvelon and Coapinla have been destroyed. (569, 337, 696, 382)
article-body (433, 353, 559, 431)
dateline: LONDON, August 29. (450, 1032, 542, 1044)
subheadline: MUST BE BEGUN AT ONCE. (708, 449, 833, 460)
article-body (433, 871, 559, 983)
article-sporting (845, 1040, 1103, 1274)
paragraph: The Queensland Assembly passed Supply and then adjourned. (706, 1435, 835, 1469)
subheadline: THE NAVAL COLLEGE. (719, 435, 822, 446)
paragraph: The Pigeon Bush proposition comprises some 400 or more acres, close to the railway line, with an easy drainage into the Wairarapa Lake. The water supply was probably quite adequate, but was not as good as that of the other sites. Mr Cooper expressed the opinion that although the water in the creek was good at present it might not always be so. It would require inspection in the summer time, but they had been assured by residents that the supply would be consistent in dry weather. (569, 1406, 696, 1597)
article-body (845, 309, 1103, 376)
advertisement: It is curious to remember that, up till a very few years ago, musical instruments in the home were a monopoly of people of means. Now they lose their instruments enough at that. When the melodious Compton wrote this charming airs and lyrics, there was nobody to play them. To-day, no home is complete; homely unless there is a piano in it. The Dresden Piano Company, Ltd., stocks only excellent instruments, and supplies them on such terms as brings them easily within the reach of everyone. Local representative, Mr T. R. Hunter. (706, 1826, 835, 2016)
paragraph: An advertiser seeks a furnished bedroom and sitting-room. (12, 819, 158, 842)
subheadline: ANOTHER UNSUCCESSFUL ATTEMPT. (189, 401, 266, 434)
headline: PERSONAL. (196, 551, 259, 564)
paragraph: The damage done to the Monterey Steel Company’s works amount to one million dollars. Half the city is inundated. (569, 419, 696, 476)
paragraph: His Honour was informed that several claims had been settled out of court. (845, 823, 1103, 846)
paragraph: The slow train was derailed. The loss of life is unknown. (296, 264, 423, 287)
article-supposed-spy (433, 989, 559, 1103)
paragraph: The question of inviting an Australian band to be present was discussed, but nothing definite was done. It was resolved that the Association be approached with a view to having the disqualification of the Wellington Garrison Band removed. (845, 989, 1103, 1034)
subheadline: READY FOR DISSOLUTION. (707, 1393, 834, 1404)
letter-place: Featherston, August 30th. (296, 1280, 395, 1292)
paragraph: The Court stated that in the case of the claim by the mother of the late Mr Hope, steward, it was prepared to make an order for £72 compensation, if necessary. (845, 787, 1103, 822)
paragraph: A good general servant is required by an advertiser. (12, 843, 158, 866)
paragraph: “They are far and away superior to anything in the vicinity of the Empire city,” was the reply. (569, 1781, 696, 1827)
headline: ARBITRATION COURT. (913, 564, 1035, 577)
subheadline: “A GOOD BUDGET.” (450, 311, 542, 322)
paragraph: Dr. Alfred Manes, lecturer at the Commercial University of Berlin, who is at present on a visit to Australia and New Zealand to study social legislation, in an interview stated that the great bulk of Australian employers were much more friendly to the workers than were the employers in Europe. He greatly admired the enormous scheme of old-age pensions. (433, 531, 559, 678)
subheadline: ANARCHISTS AT WORK. (315, 80, 404, 105)
dateline: Received August 30, 8.40 a.m. (434, 144, 558, 155)
article-body (569, 219, 696, 475)
paragraph: With reference to the case of the overdue liner Waratah, and the possibility of her being still afloat, a correspondent recalls the rescue of the Dutch barque Dordrecht, which was missing for several weeks off the coast of South Africa in 1884. (845, 116, 1103, 161)
headline: TROUBLE IN GREECE. (711, 849, 830, 862)
paragraph: At a meeting of the committee appointed to make arrangements for the North Island Brass Band Association’s 1910 contest a sub-committee reported that £700 had been guaranteed by the local tradesmen. The following prize list was adopted:—A grade, £100, £50 and £25; B grade, £50, £25, £15, £10 and £5; Quickstep, £40, £20 and £10; grand total, £350. (845, 920, 1103, 988)
paragraph: Sir,—The annual teams’ road race from Masterton to Wellington, under the auspices of the N.Z.A.A.A. and the Wellington Harriers’ Club, will take place this year on October 9th. Might I suggest to the athletes of Masterton to be represented in this event by a team or teams. It should be quite possible to select one team of four from the many hockey and football players and other athletes, who would worthily represent the district. There is still six weeks to go before the race eventuates, and in this time the men could get into decent form, provided they go into work at once. The St. Matthew’s Club made a praiseworthy effort to introduce harrier running here during the winter, and some pleasant “runs” took place. I would suggest that they take the initiative in this matter as I feel sure if only seeds this to bring the matter to a successful issue. Thanking you for giving this subject publicity.—I am, etc., (296, 1934, 423, 2270)
paragraph: A supposed spy was arrested while taking sketches within the inner batteries of Lenane Fort, the strongest position in the North of Ireland. (433, 1046, 559, 1103)
headline: INDIA’S ARMY. (730, 1499, 811, 1512)
letter-body (296, 1934, 423, 2270)
paragraph: This is the first instance in which the organism of a lower animal has been transferred to man. (706, 1313, 835, 1359)
paragraph: Rather unusually for this time of the year enteric fever has appeared in Wellington to a degree to command attention, but not to excite alarm. It is not customary to expect the typhoid bacillus to be busy at the beginning of spring, especially after rainy weather, but the malignant visitor has managed to attack fourteen persons in Wellington during August. Most of the cases have occurred in one area, and the health authorities, after careful investigation, are confident that they have discovered the cause, and will be able to check the outbreak. Some of the sufferers have been isolated at their homes, and others have been taken to the fever ward at the Public Hospital. (12, 140, 158, 354)
dateline: MELBOURNE, August 30. (715, 157, 826, 168)
subheadline: DISAFFECTION IN THE ARMY. (718, 865, 823, 887)
local-news-paragraphs (12, 36, 158, 2004)
